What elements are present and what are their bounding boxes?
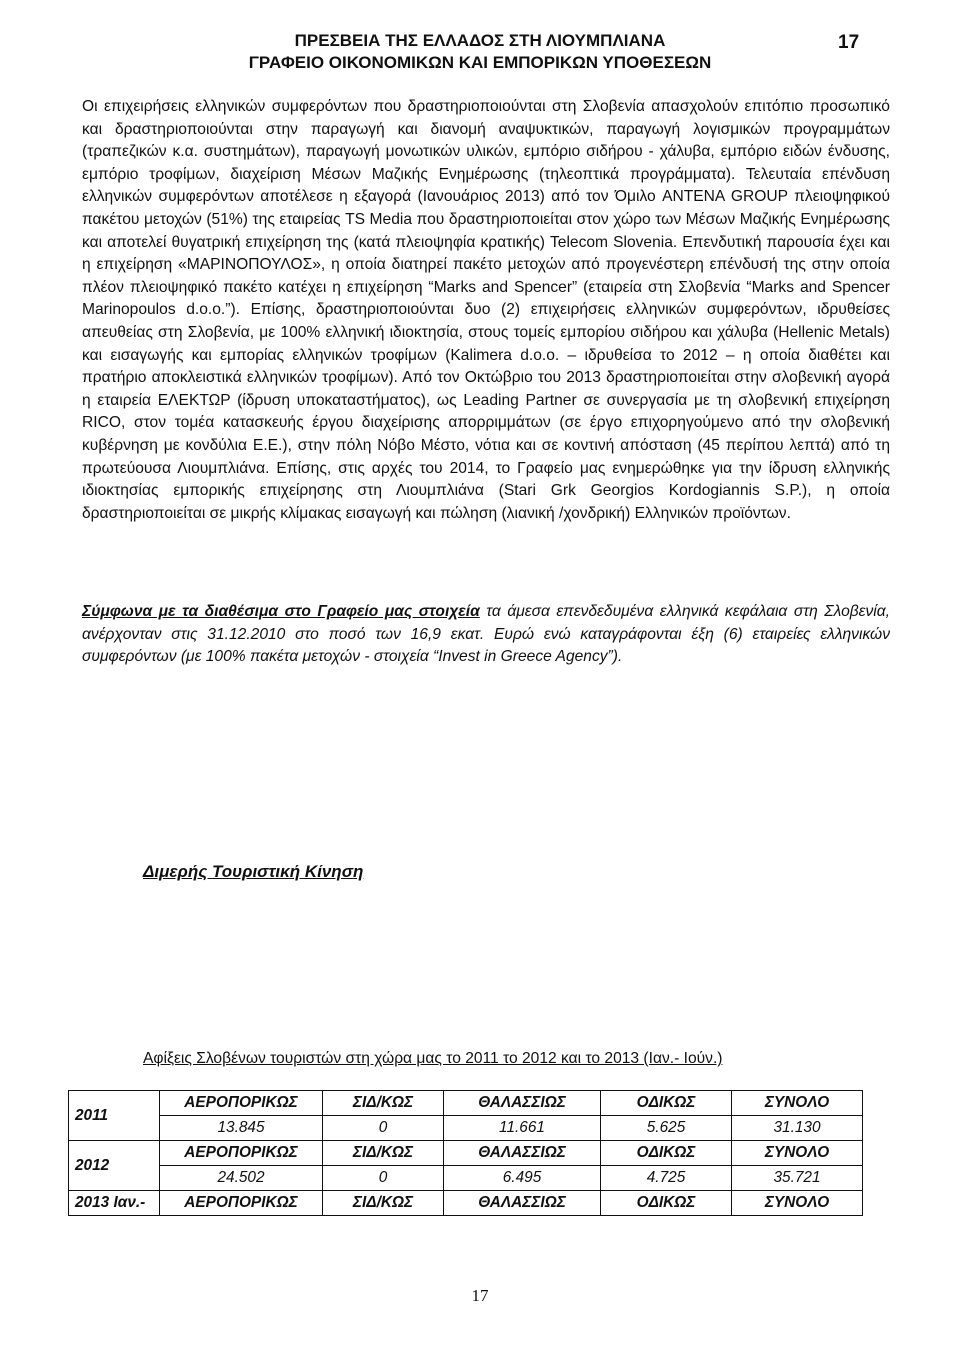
header-cell: ΘΑΛΑΣΣΙΩΣ [444, 1141, 601, 1166]
header-cell: ΣΥΝΟΛΟ [732, 1091, 863, 1116]
header-cell: ΣΙΔ/ΚΩΣ [323, 1191, 444, 1216]
value-cell: 35.721 [732, 1166, 863, 1191]
value-cell: 31.130 [732, 1116, 863, 1141]
header-cell: ΑΕΡΟΠΟΡΙΚΩΣ [160, 1141, 323, 1166]
value-cell: 0 [323, 1166, 444, 1191]
investment-summary [82, 601, 890, 669]
value-cell: 13.845 [160, 1116, 323, 1141]
table-row [69, 1141, 863, 1166]
header-cell: ΘΑΛΑΣΣΙΩΣ [444, 1191, 601, 1216]
tourist-arrivals-table [68, 1090, 863, 1216]
header-cell: ΟΔΙΚΩΣ [601, 1091, 732, 1116]
table-row [69, 1191, 863, 1216]
summary-lead: Σύμφωνα με τα διαθέσιμα στο Γραφείο μας στοιχεία [82, 603, 480, 620]
section-title: Διμερής Τουριστική Κίνηση [143, 862, 364, 881]
table-row [69, 1116, 863, 1141]
main-paragraph [82, 96, 890, 525]
value-cell: 5.625 [601, 1116, 732, 1141]
summary-rest: τα άμεσα επενδεδυμένα ελληνικά κεφάλαια στη Σλοβενία, ανέρχονταν στις 31.12.2010 στο ποσό των 16,9 εκατ. Ευρώ ενώ καταγράφονται έξη (6) εταιρείες ελληνικών συμφερόντων (με 100% πακέτα μετοχών - στοιχεία “Invest in Greece Agency”). [82, 603, 890, 666]
letterhead [0, 30, 960, 74]
header-page-number: 17 [838, 32, 860, 53]
footer-page-number: 17 [471, 1286, 489, 1305]
value-cell: 0 [323, 1116, 444, 1141]
header-cell: ΣΙΔ/ΚΩΣ [323, 1091, 444, 1116]
header-cell: ΣΥΝΟΛΟ [732, 1191, 863, 1216]
year-cell: 2011 [69, 1091, 160, 1141]
header-cell: ΟΔΙΚΩΣ [601, 1141, 732, 1166]
table-caption: Αφίξεις Σλοβένων τουριστών στη χώρα μας το 2011 το 2012 και το 2013 (Ιαν.- Ιούν.) [143, 1050, 723, 1067]
header-cell: ΣΥΝΟΛΟ [732, 1141, 863, 1166]
table-row [69, 1091, 863, 1116]
value-cell: 6.495 [444, 1166, 601, 1191]
table-row [69, 1166, 863, 1191]
office-name: ΓΡΑΦΕΙΟ ΟΙΚΟΝΟΜΙΚΩΝ ΚΑΙ ΕΜΠΟΡΙΚΩΝ ΥΠΟΘΕΣΕΩΝ [248, 53, 712, 72]
header-cell: ΣΙΔ/ΚΩΣ [323, 1141, 444, 1166]
embassy-name: ΠΡΕΣΒΕΙΑ ΤΗΣ ΕΛΛΑΔΟΣ ΣΤΗ ΛΙΟΥΜΠΛΙΑΝΑ [294, 31, 666, 50]
header-cell: ΟΔΙΚΩΣ [601, 1191, 732, 1216]
header-cell: ΘΑΛΑΣΣΙΩΣ [444, 1091, 601, 1116]
value-cell: 4.725 [601, 1166, 732, 1191]
value-cell: 11.661 [444, 1116, 601, 1141]
year-cell: 2012 [69, 1141, 160, 1191]
header-cell: ΑΕΡΟΠΟΡΙΚΩΣ [160, 1191, 323, 1216]
header-cell: ΑΕΡΟΠΟΡΙΚΩΣ [160, 1091, 323, 1116]
value-cell: 24.502 [160, 1166, 323, 1191]
year-cell: 2013 Ιαν.- [69, 1191, 160, 1216]
paragraph-text: Οι επιχειρήσεις ελληνικών συμφερόντων που δραστηριοποιούνται στη Σλοβενία απασχολούν επιτόπιο προσωπικό και δραστηριοποιούνται στην παραγωγή και διανομή αναψυκτικών, παραγωγή λογισμικών προγραμμάτων (τραπεζικών κ.α. συστημάτων), παραγωγή μονωτικών υλικών, εμπόριο σιδήρου - χάλυβα, εμπόριο ειδών ένδυσης, εμπόριο τροφίμων, διαχείριση Μέσων Μαζικής Ενημέρωσης (τηλεοπτικά προγράμματα). Τελευταία επένδυση ελληνικών συμφερόντων αποτέλεσε η εξαγορά (Ιανουάριος 2013) από τον Όμιλο ANTENA GROUP πλειοψηφικού πακέτου μετοχών (51%) της εταιρείας TS Media που δραστηριοποιείται στον χώρο των Μέσων Μαζικής Ενημέρωσης και αποτελεί θυγατρική επιχείρηση της (κατά πλειοψηφία κρατικής) Telecom Slovenia. Επενδυτική παρουσία έχει και η επιχείρηση «ΜΑΡΙΝΟΠΟΥΛΟΣ», η οποία διατηρεί πακέτο μετοχών από προγενέστερη επένδυσή της στην οποία πλέον πλειοψηφικό πακέτο κατέχει η επιχείρηση “Marks and Spencer” (εταιρεία στη Σλοβενία “Marks and Spencer Marinopoulos d.o.o.”). Επίσης, δραστηριοποιούνται δυο (2) επιχειρήσεις ελληνικών συμφερόντων, ιδρυθείσες απευθείας στη Σλοβενία, με 100% ελληνική ιδιοκτησία, στους τομείς εμπορίου σιδήρου και χάλυβα (Hellenic Metals) και εισαγωγής και εμπορίας ελληνικών τροφίμων (Kalimera d.o.o. – ιδρυθείσα το 2012 – η οποία διαθέτει και πρατήριο αποκλειστικά ελληνικών τροφίμων). Από τον Οκτώβριο του 2013 δραστηριοποιείται στην σλοβενική αγορά η εταιρεία ΕΛΕΚΤΩΡ (ίδρυση υποκαταστήματος), ως Leading Partner σε συνεργασία με τη σλοβενική επιχείρηση RICO, στον τομέα κατασκευής έργου διαχείρισης απορριμμάτων (σε έργο επιχορηγούμενο από την σλοβενική κυβέρνηση με κονδύλια Ε.Ε.), στην πόλη Νόβο Μέστο, νότια και σε κοντινή απόσταση (45 περίπου λεπτά) από τη πρωτεύουσα Λιουμπλιάνα. Επίσης, στις αρχές του 2014, το Γραφείο μας ενημερώθηκε για την ίδρυση ελληνικής ιδιοκτησίας εμπορικής επιχείρησης στη Λιουμπλιάνα (Stari Grk Georgios Kordogiannis S.P.), η οποία δραστηριοποιείται σε μικρής κλίμακας εισαγωγή και πώληση (λιανική /χονδρική) Ελληνικών προϊόντων. [82, 98, 890, 522]
